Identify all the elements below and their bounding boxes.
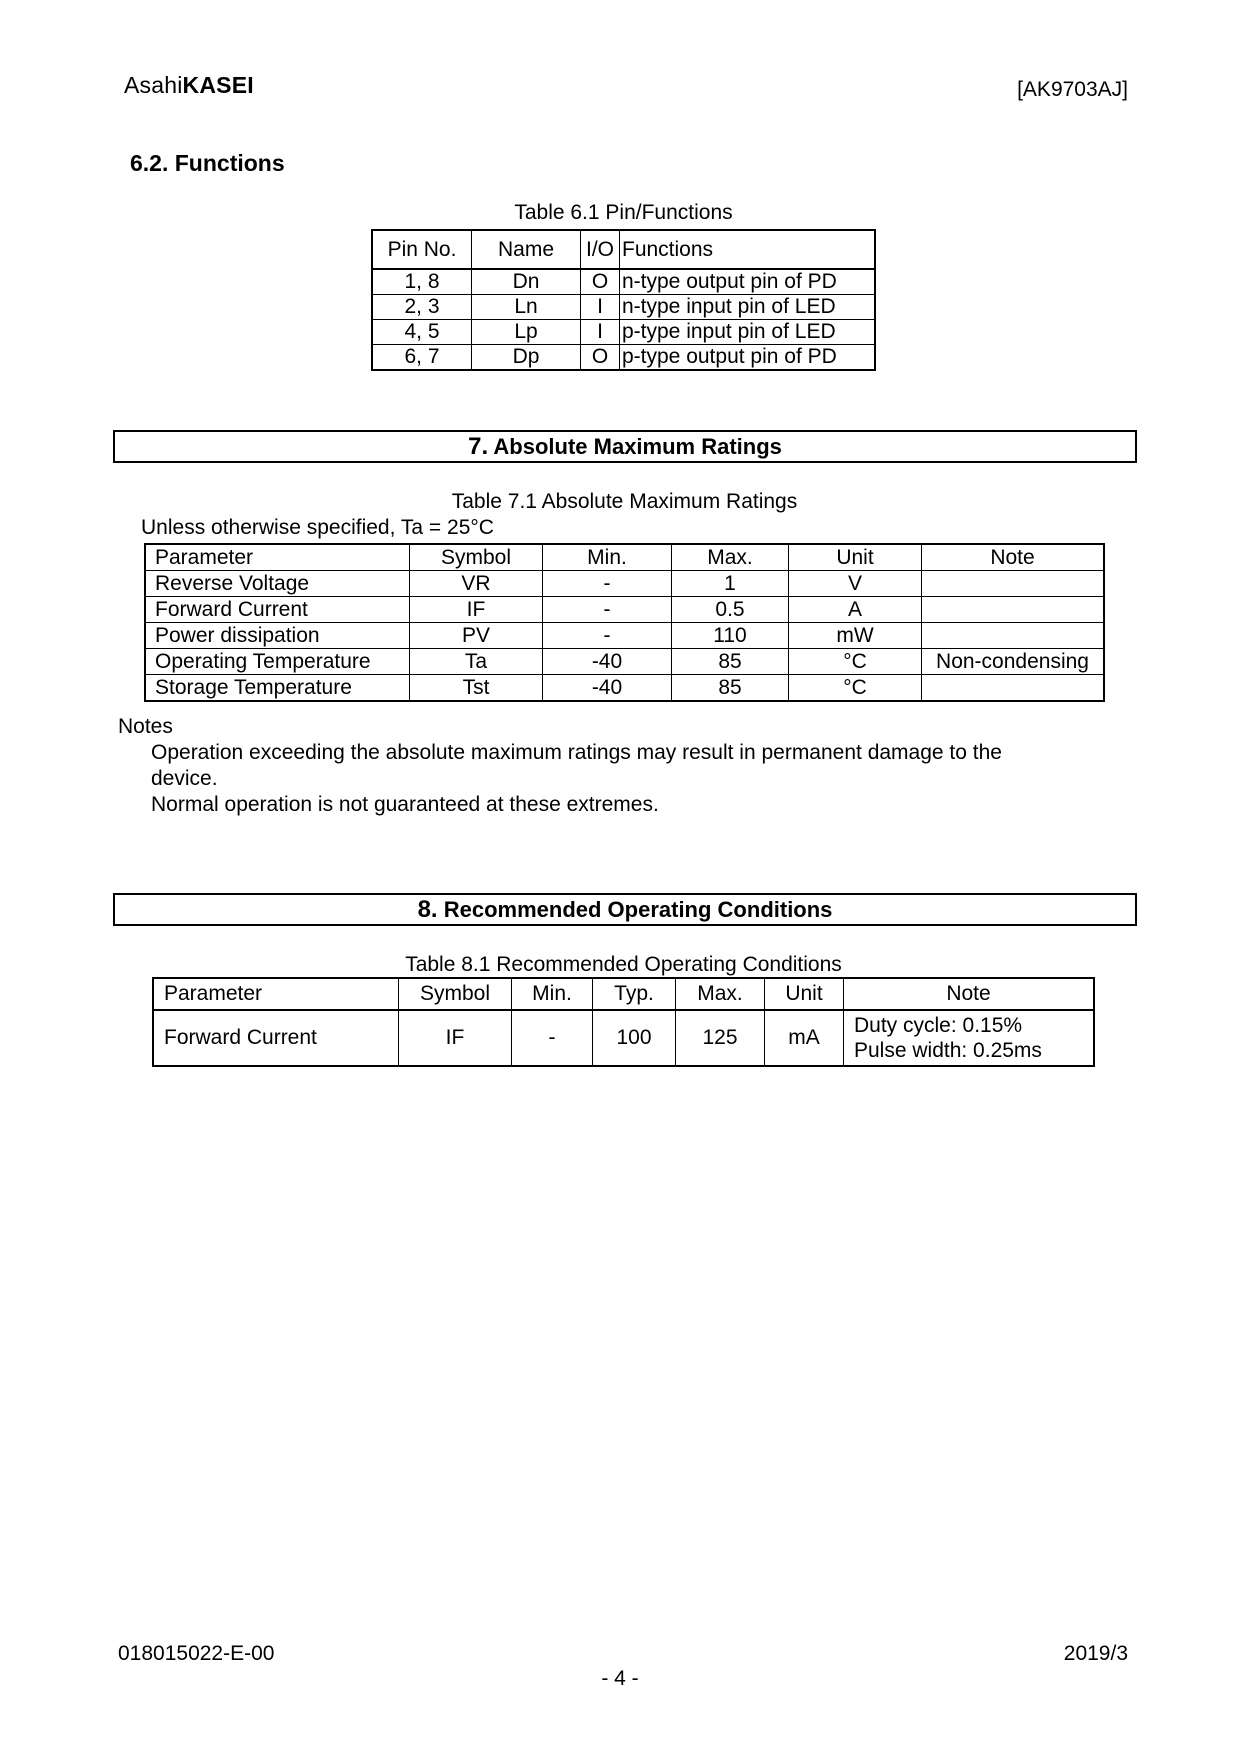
footer-document-code: 018015022-E-00 bbox=[118, 1642, 275, 1665]
logo-text-bold: KASEI bbox=[182, 72, 254, 98]
table-cell bbox=[922, 597, 1105, 623]
note-line: Normal operation is not guaranteed at these extremes. bbox=[151, 793, 659, 816]
header-cell: Name bbox=[472, 230, 581, 269]
table-cell: Power dissipation bbox=[145, 623, 410, 649]
section-6-2-title: 6.2. Functions bbox=[130, 150, 285, 176]
header-cell: Min. bbox=[543, 544, 672, 571]
header-cell: I/O bbox=[581, 230, 620, 269]
table-row bbox=[145, 623, 1104, 649]
table-row bbox=[372, 295, 875, 320]
table-cell bbox=[922, 623, 1105, 649]
header-cell: Pin No. bbox=[372, 230, 472, 269]
header-cell: Unit bbox=[789, 544, 922, 571]
header-cell: Symbol bbox=[410, 544, 543, 571]
table-cell: p-type output pin of PD bbox=[620, 345, 876, 371]
condition-text: Unless otherwise specified, Ta = 25°C bbox=[141, 516, 494, 539]
header-cell: Note bbox=[844, 978, 1095, 1010]
table-cell: 1 bbox=[672, 571, 789, 597]
table-row bbox=[145, 571, 1104, 597]
table-8-1-caption: Table 8.1 Recommended Operating Conditions bbox=[405, 953, 842, 976]
table-cell: Forward Current bbox=[153, 1010, 399, 1066]
table-row bbox=[153, 1010, 1094, 1066]
table-cell: Ta bbox=[410, 649, 543, 675]
header-cell: Max. bbox=[672, 544, 789, 571]
table-cell: Storage Temperature bbox=[145, 675, 410, 702]
table-cell: n-type output pin of PD bbox=[620, 269, 876, 295]
table-cell: Reverse Voltage bbox=[145, 571, 410, 597]
document-id: [AK9703AJ] bbox=[1017, 78, 1128, 101]
table-header-row bbox=[145, 544, 1104, 571]
header-cell: Min. bbox=[512, 978, 593, 1010]
table-cell: Dn bbox=[472, 269, 581, 295]
table-cell: IF bbox=[410, 597, 543, 623]
table-row bbox=[372, 269, 875, 295]
table-6-1-caption: Table 6.1 Pin/Functions bbox=[514, 201, 733, 224]
table-cell: Non-condensing bbox=[922, 649, 1105, 675]
table-cell: 2, 3 bbox=[372, 295, 472, 320]
table-cell: Ln bbox=[472, 295, 581, 320]
header-cell: Unit bbox=[765, 978, 844, 1010]
pin-functions-table bbox=[371, 229, 876, 371]
footer-date: 2019/3 bbox=[1063, 1642, 1128, 1665]
table-cell: -40 bbox=[543, 649, 672, 675]
table-cell: - bbox=[543, 597, 672, 623]
notes-label: Notes bbox=[118, 715, 173, 738]
header-cell: Note bbox=[922, 544, 1105, 571]
table-cell: V bbox=[789, 571, 922, 597]
table-cell: n-type input pin of LED bbox=[620, 295, 876, 320]
table-cell: O bbox=[581, 269, 620, 295]
section-8-heading bbox=[113, 893, 1137, 926]
table-cell: - bbox=[512, 1010, 593, 1066]
table-row bbox=[145, 675, 1104, 702]
note-line: Duty cycle: 0.15% bbox=[854, 1014, 1023, 1037]
section-7-heading bbox=[113, 430, 1137, 463]
table-row bbox=[372, 320, 875, 345]
table-cell: - bbox=[543, 623, 672, 649]
section-number: 8. bbox=[417, 896, 438, 923]
table-cell: - bbox=[543, 571, 672, 597]
table-cell: °C bbox=[789, 675, 922, 702]
table-7-1-caption: Table 7.1 Absolute Maximum Ratings bbox=[451, 490, 798, 513]
note-line: device. bbox=[151, 767, 218, 790]
table-cell: 85 bbox=[672, 649, 789, 675]
table-cell: p-type input pin of LED bbox=[620, 320, 876, 345]
table-cell: 110 bbox=[672, 623, 789, 649]
logo-text-light: Asahi bbox=[124, 72, 183, 98]
recommended-conditions-table bbox=[152, 977, 1095, 1067]
table-cell: O bbox=[581, 345, 620, 371]
table-cell: 100 bbox=[593, 1010, 676, 1066]
section-title: Recommended Operating Conditions bbox=[443, 897, 833, 922]
table-cell: mA bbox=[765, 1010, 844, 1066]
table-cell: 4, 5 bbox=[372, 320, 472, 345]
header-cell: Typ. bbox=[593, 978, 676, 1010]
table-cell: 0.5 bbox=[672, 597, 789, 623]
page-number: - 4 - bbox=[601, 1667, 639, 1690]
table-header-row bbox=[153, 978, 1094, 1010]
table-cell: Operating Temperature bbox=[145, 649, 410, 675]
table-cell: I bbox=[581, 320, 620, 345]
table-cell: 1, 8 bbox=[372, 269, 472, 295]
table-cell: mW bbox=[789, 623, 922, 649]
note-line: Operation exceeding the absolute maximum ratings may result in permanent damage to the bbox=[151, 741, 1002, 764]
company-logo bbox=[124, 72, 254, 99]
table-cell: Forward Current bbox=[145, 597, 410, 623]
table-cell: VR bbox=[410, 571, 543, 597]
note-cell bbox=[844, 1010, 1095, 1066]
table-cell bbox=[922, 571, 1105, 597]
header-cell: Max. bbox=[676, 978, 765, 1010]
header-cell: Symbol bbox=[399, 978, 512, 1010]
absolute-max-ratings-table bbox=[144, 543, 1105, 702]
section-number: 7. bbox=[468, 433, 489, 460]
table-cell: IF bbox=[399, 1010, 512, 1066]
table-cell: °C bbox=[789, 649, 922, 675]
section-title: Absolute Maximum Ratings bbox=[493, 434, 782, 459]
note-line: Pulse width: 0.25ms bbox=[854, 1039, 1042, 1062]
table-row bbox=[145, 649, 1104, 675]
table-cell: Lp bbox=[472, 320, 581, 345]
table-cell: Tst bbox=[410, 675, 543, 702]
table-cell: PV bbox=[410, 623, 543, 649]
table-cell: 85 bbox=[672, 675, 789, 702]
header-cell: Functions bbox=[620, 230, 876, 269]
table-cell: Dp bbox=[472, 345, 581, 371]
table-cell: -40 bbox=[543, 675, 672, 702]
table-cell: I bbox=[581, 295, 620, 320]
table-cell: 125 bbox=[676, 1010, 765, 1066]
table-cell bbox=[922, 675, 1105, 702]
header-cell: Parameter bbox=[145, 544, 410, 571]
table-cell: A bbox=[789, 597, 922, 623]
table-cell: 6, 7 bbox=[372, 345, 472, 371]
table-row bbox=[372, 345, 875, 371]
table-row bbox=[145, 597, 1104, 623]
header-cell: Parameter bbox=[153, 978, 399, 1010]
